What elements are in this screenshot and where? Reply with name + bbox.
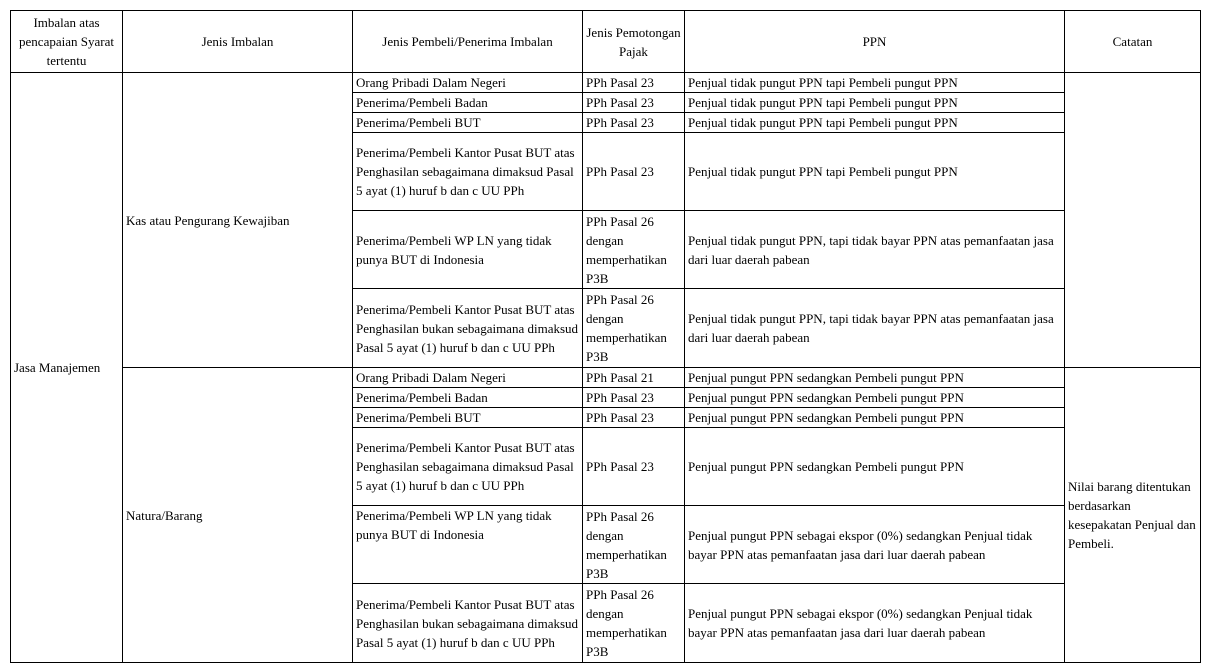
header-cell: Catatan: [1065, 11, 1201, 73]
header-cell: Imbalan atas pencapaian Syarat tertentu: [11, 11, 123, 73]
pembeli-cell: Penerima/Pembeli Badan: [353, 388, 583, 408]
ppn-cell: Penjual pungut PPN sebagai ekspor (0%) sedangkan Penjual tidak bayar PPN atas pemanfaatan jasa dari luar daerah pabean: [685, 584, 1065, 663]
header-cell: Jenis Pembeli/Penerima Imbalan: [353, 11, 583, 73]
pembeli-cell: Orang Pribadi Dalam Negeri: [353, 73, 583, 93]
pembeli-cell: Orang Pribadi Dalam Negeri: [353, 368, 583, 388]
catatan-cell: Nilai barang ditentukan berdasarkan kesepakatan Penjual dan Pembeli.: [1065, 368, 1201, 663]
ppn-cell: Penjual pungut PPN sedangkan Pembeli pungut PPN: [685, 408, 1065, 428]
ppn-cell: Penjual tidak pungut PPN, tapi tidak bayar PPN atas pemanfaatan jasa dari luar daerah pabean: [685, 289, 1065, 368]
pembeli-cell: Penerima/Pembeli Kantor Pusat BUT atas Penghasilan sebagaimana dimaksud Pasal 5 ayat (1) huruf b dan c UU PPh: [353, 428, 583, 506]
ppn-cell: Penjual pungut PPN sedangkan Pembeli pungut PPN: [685, 368, 1065, 388]
potong-cell: PPh Pasal 23: [583, 428, 685, 506]
header-cell: Jenis Imbalan: [123, 11, 353, 73]
potong-cell: PPh Pasal 26 dengan memperhatikan P3B: [583, 211, 685, 289]
ppn-cell: Penjual pungut PPN sedangkan Pembeli pungut PPN: [685, 428, 1065, 506]
group-cell: Jasa Manajemen: [11, 73, 123, 663]
header-cell: Jenis Pemotongan Pajak: [583, 11, 685, 73]
potong-cell: PPh Pasal 23: [583, 133, 685, 211]
document: [10, 10, 1201, 663]
potong-cell: PPh Pasal 23: [583, 93, 685, 113]
ppn-cell: Penjual pungut PPN sebagai ekspor (0%) sedangkan Penjual tidak bayar PPN atas pemanfaatan jasa dari luar daerah pabean: [685, 506, 1065, 584]
pembeli-cell: Penerima/Pembeli WP LN yang tidak punya BUT di Indonesia: [353, 506, 583, 584]
pembeli-cell: Penerima/Pembeli BUT: [353, 408, 583, 428]
jenis-imbalan-cell: Natura/Barang: [123, 368, 353, 663]
pembeli-cell: Penerima/Pembeli Kantor Pusat BUT atas Penghasilan bukan sebagaimana dimaksud Pasal 5 ayat (1) huruf b dan c UU PPh: [353, 584, 583, 663]
potong-cell: PPh Pasal 23: [583, 388, 685, 408]
pembeli-cell: Penerima/Pembeli Kantor Pusat BUT atas Penghasilan sebagaimana dimaksud Pasal 5 ayat (1) huruf b dan c UU PPh: [353, 133, 583, 211]
ppn-cell: Penjual tidak pungut PPN tapi Pembeli pungut PPN: [685, 133, 1065, 211]
jenis-imbalan-cell: Kas atau Pengurang Kewajiban: [123, 73, 353, 368]
potong-cell: PPh Pasal 23: [583, 113, 685, 133]
ppn-cell: Penjual tidak pungut PPN, tapi tidak bayar PPN atas pemanfaatan jasa dari luar daerah pabean: [685, 211, 1065, 289]
potong-cell: PPh Pasal 21: [583, 368, 685, 388]
table-row: [11, 368, 1201, 388]
tax-table: [10, 10, 1201, 663]
ppn-cell: Penjual tidak pungut PPN tapi Pembeli pungut PPN: [685, 113, 1065, 133]
ppn-cell: Penjual tidak pungut PPN tapi Pembeli pungut PPN: [685, 93, 1065, 113]
potong-cell: PPh Pasal 23: [583, 73, 685, 93]
pembeli-cell: Penerima/Pembeli WP LN yang tidak punya BUT di Indonesia: [353, 211, 583, 289]
potong-cell: PPh Pasal 26 dengan memperhatikan P3B: [583, 584, 685, 663]
potong-cell: PPh Pasal 23: [583, 408, 685, 428]
pembeli-cell: Penerima/Pembeli BUT: [353, 113, 583, 133]
catatan-cell: [1065, 73, 1201, 368]
ppn-cell: Penjual tidak pungut PPN tapi Pembeli pungut PPN: [685, 73, 1065, 93]
pembeli-cell: Penerima/Pembeli Kantor Pusat BUT atas Penghasilan bukan sebagaimana dimaksud Pasal 5 ayat (1) huruf b dan c UU PPh: [353, 289, 583, 368]
potong-cell: PPh Pasal 26 dengan memperhatikan P3B: [583, 289, 685, 368]
header-row: [11, 11, 1201, 73]
pembeli-cell: Penerima/Pembeli Badan: [353, 93, 583, 113]
header-cell: PPN: [685, 11, 1065, 73]
potong-cell: PPh Pasal 26 dengan memperhatikan P3B: [583, 506, 685, 584]
ppn-cell: Penjual pungut PPN sedangkan Pembeli pungut PPN: [685, 388, 1065, 408]
table-row: [11, 73, 1201, 93]
